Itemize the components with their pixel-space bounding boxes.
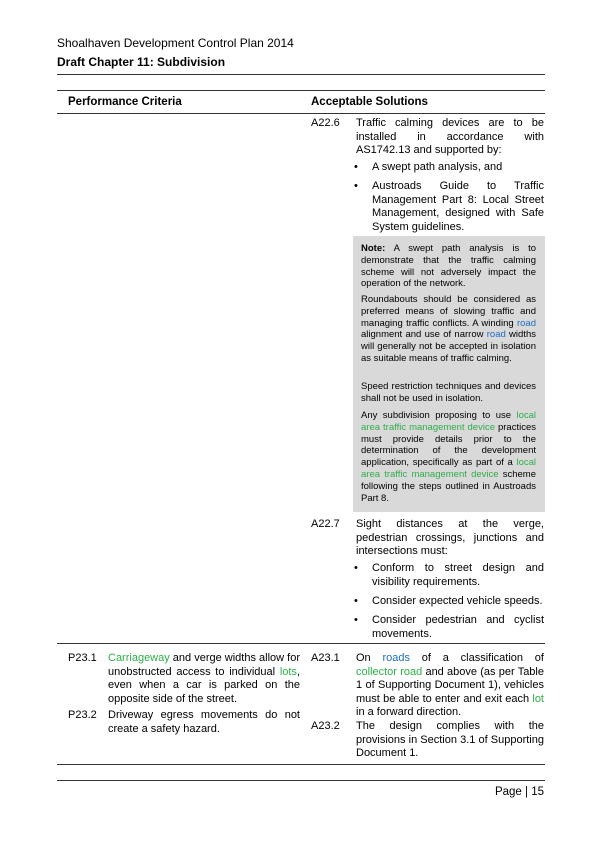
a22-6-number: A22.6	[311, 117, 340, 129]
a22-7-bullet-3: • Consider pedestrian and cyclist movements.	[372, 614, 544, 641]
a23-2-number: A23.2	[311, 720, 340, 732]
note-p2-text-c: widths will generally not be accepted in isolation as suitable means of traffic calming.	[361, 329, 536, 364]
a22-6-bullet-1: • A swept path analysis, and	[372, 161, 544, 175]
note-p4-text-a: Any subdivision proposing to use	[361, 410, 517, 421]
lot-link[interactable]: lot	[532, 692, 544, 705]
note-paragraph-1	[361, 243, 536, 290]
page-number: Page | 15	[494, 786, 544, 798]
latm-link-2[interactable]: local area traffic management device	[361, 457, 536, 480]
a23-2-text: The design complies with the provisions in Section 3.1 of Supporting Document 1.	[356, 720, 544, 759]
a22-6-text: Traffic calming devices are to be installed in accordance with AS1742.13 and supported by:	[356, 117, 544, 156]
header-rule	[57, 74, 545, 75]
performance-criteria-heading: Performance Criteria	[68, 96, 182, 108]
collector-road-link[interactable]: collector road	[356, 665, 423, 678]
note-p2-text-a: Roundabouts should be considered as preferred means of slowing traffic and managing traffic conflicts. A winding	[361, 294, 536, 329]
p23-2-number: P23.2	[68, 709, 97, 721]
note-label: Note:	[361, 243, 386, 254]
note-paragraph-4	[361, 410, 536, 504]
a22-7-number: A22.7	[311, 518, 340, 530]
note-p1-text: A swept path analysis is to demonstrate that the traffic calming scheme will not adversely impact the operation of the network.	[361, 243, 536, 290]
a23-1-text-a: On	[356, 652, 383, 664]
p23-1-text-a: and verge widths allow for unobstructed access to individual	[108, 652, 300, 678]
footer-rule	[57, 780, 545, 781]
note-paragraph-3: Speed restriction techniques and devices shall not be used in isolation.	[361, 381, 536, 404]
a23-1-text-d: in a forward direction.	[356, 706, 462, 718]
a23-1-text-b: of a classification of	[410, 652, 544, 664]
note-box	[353, 236, 545, 512]
road-link-2[interactable]: road	[486, 329, 506, 341]
a23-1-text-c: and above (as per Table 1 of Supporting Document 1), vehicles must be able to enter and exit each	[356, 665, 544, 705]
a22-6-bullet-2: • Austroads Guide to Traffic Management Part 8: Local Street Management, designed with Safe System guidelines.	[372, 180, 544, 234]
table-top-rule	[57, 90, 545, 91]
table-bottom-rule	[57, 764, 545, 765]
p23-1-text-b: , even when a car is parked on the opposite side of the street.	[108, 665, 300, 705]
table-header-rule	[57, 113, 545, 114]
a22-7-text: Sight distances at the verge, pedestrian crossings, junctions and intersections must:	[356, 518, 544, 557]
note-p2-text-b: alignment and use of narrow	[361, 329, 487, 341]
p23-2-text: Driveway egress movements do not create a safety hazard.	[108, 709, 300, 735]
roads-link[interactable]: roads	[382, 652, 410, 664]
carriageway-link[interactable]: Carriageway	[108, 652, 170, 664]
road-link-1[interactable]: road	[516, 317, 536, 329]
p23-1-number: P23.1	[68, 652, 97, 664]
latm-link-1[interactable]: local area traffic management device	[361, 410, 536, 433]
note-paragraph-2	[361, 294, 536, 365]
row-separator-rule	[57, 643, 545, 644]
note-p4-text-b: practices must provide details prior to the determination of the development application, specifically as part of a	[361, 421, 536, 469]
a23-1-number: A23.1	[311, 652, 340, 664]
a22-7-bullet-2: • Consider expected vehicle speeds.	[372, 595, 544, 609]
lots-link[interactable]: lots	[279, 665, 297, 678]
a23-1-text	[356, 652, 544, 720]
header-title: Shoalhaven Development Control Plan 2014	[57, 36, 294, 50]
a22-7-bullet-1: • Conform to street design and visibility requirements.	[372, 562, 544, 589]
chapter-title: Draft Chapter 11: Subdivision	[57, 55, 226, 69]
p23-1-text	[108, 652, 300, 706]
note-p4-text-c: scheme following the steps outlined in Austroads Part 8.	[361, 468, 536, 504]
acceptable-solutions-heading: Acceptable Solutions	[311, 96, 428, 108]
